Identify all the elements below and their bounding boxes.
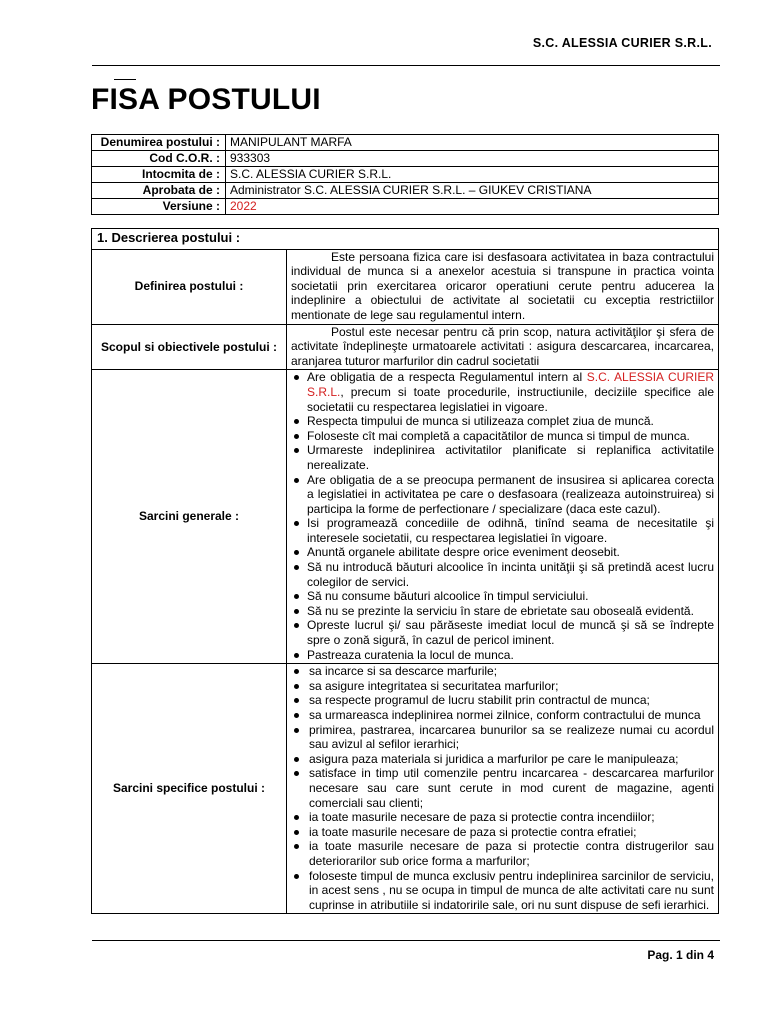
list-item: Respecta timpului de munca si utilizeaza complet ziua de muncă. (291, 414, 714, 429)
job-info-table (91, 134, 719, 215)
info-label: Cod C.O.R. : (92, 151, 226, 167)
info-row (92, 183, 719, 199)
list-item: foloseste timpul de munca exclusiv pentru indeplinirea sarcinilor de serviciu, in acest sens , nu se ocupa in timpul de munca de alte activitati care nu sunt cuprinse in atributiile si indatoririle sale, ori nu sunt dispuse de sefi ierarhici. (291, 869, 714, 913)
page-number: Pag. 1 din 4 (647, 948, 714, 962)
info-label: Versiune : (92, 199, 226, 215)
list-item: Opreste lucrul şi/ sau părăseste imediat locul de muncă şi să se îndrepte spre o zonă sigură, în cazul de pericol iminent. (291, 618, 714, 647)
task-text: Are obligatia de a respecta Regulamentul intern al (307, 370, 587, 385)
info-row (92, 135, 719, 151)
general-tasks-label: Sarcini generale : (92, 370, 287, 664)
general-tasks-row (92, 370, 719, 664)
header-divider (92, 65, 720, 66)
list-item: Are obligatia de a se preocupa permanent de insusirea si aplicarea corecta a legislatiei in activitatea pe care o desfasoara (realizeaza autoinstruirea) si participa la forme de perfectionare / specializare (daca este cazul). (291, 473, 714, 517)
list-item: Anuntă organele abilitate despre orice eveniment deosebit. (291, 545, 714, 560)
info-label: Aprobata de : (92, 183, 226, 199)
info-row (92, 151, 719, 167)
list-item: Să nu se prezinte la serviciu în stare de ebrietate sau oboseală evidentă. (291, 604, 714, 619)
specific-tasks-label: Sarcini specifice postului : (92, 664, 287, 914)
list-item: Foloseste cît mai completă a capacitătilor de munca si timpul de munca. (291, 429, 714, 444)
list-item: asigura paza materiala si juridica a marfurilor pe care le manipuleaza; (291, 752, 714, 767)
list-item: primirea, pastrarea, incarcarea bunurilor sa se realizeze numai cu acordul sau avizul al sefilor ierarhici; (291, 723, 714, 752)
page-title: FISA POSTULUI (91, 83, 321, 116)
definition-text: Este persoana fizica care isi desfasoara activitatea in baza contractului individual de munca si a anexelor acestuia si transpune in practica vointa societatii prin exercitarea oricaror operatiuni cerute pentru aducerea la indeplinire a obiectului de activitate al societatii cu exceptia restrictiilor mentionate de lege sau regulamentul intern. (287, 249, 719, 324)
general-tasks-content (287, 370, 719, 664)
info-value: 933303 (226, 151, 719, 167)
definition-row (92, 249, 719, 324)
list-item (291, 370, 714, 414)
footer-divider (92, 940, 720, 941)
info-label: Intocmita de : (92, 167, 226, 183)
info-value: Administrator S.C. ALESSIA CURIER S.R.L. – GIUKEV CRISTIANA (226, 183, 719, 199)
task-text: , precum si toate procedurile, instructiunile, deciziile specifice ale societatii cu respectarea legislatiei in vigoare. (307, 384, 714, 414)
list-item: Să nu consume băuturi alcoolice în timpul serviciului. (291, 589, 714, 604)
job-description-table (91, 228, 719, 914)
definition-label: Definirea postului : (92, 249, 287, 324)
purpose-row (92, 324, 719, 370)
purpose-label: Scopul si obiectivele postului : (92, 324, 287, 370)
section-heading-row (92, 229, 719, 250)
section-heading: 1. Descrierea postului : (92, 229, 719, 250)
list-item: satisface in timp util comenzile pentru incarcarea - descarcarea marfurilor necesare sau care sunt cerute in mod curent de magazine, agenti comerciali sau clienti; (291, 766, 714, 810)
list-item: Isi programează concediile de odihnă, tinînd seama de necesitatile şi interesele societatii, cu respectarea legislatiei în vigoare. (291, 516, 714, 545)
company-name-highlight: S.C. ALESSIA CURIER S.R.L. (307, 370, 715, 399)
header-company-name: S.C. ALESSIA CURIER S.R.L. (532, 36, 712, 50)
list-item: sa asigure integritatea si securitatea marfurilor; (291, 679, 714, 694)
info-value: MANIPULANT MARFA (226, 135, 719, 151)
list-item: Să nu introducă băuturi alcoolice în incinta unităţii şi să pretindă acest lucru colegilor de servici. (291, 560, 714, 589)
info-value: S.C. ALESSIA CURIER S.R.L. (226, 167, 719, 183)
info-row (92, 167, 719, 183)
list-item: ia toate masurile necesare de paza si protectie contra efratiei; (291, 825, 714, 840)
list-item: Urmareste indeplinirea activitatilor planificate si replanifica activitatile nerealizate. (291, 443, 714, 472)
list-item: sa respecte programul de lucru stabilit prin contractul de munca; (291, 693, 714, 708)
list-item: Pastreaza curatenia la locul de munca. (291, 648, 714, 663)
specific-tasks-list (291, 664, 714, 912)
version-value: 2022 (226, 199, 719, 215)
info-row (92, 199, 719, 215)
list-item: sa incarce si sa descarce marfurile; (291, 664, 714, 679)
specific-tasks-row (92, 664, 719, 914)
list-item: ia toate masurile necesare de paza si protectie contra incendiilor; (291, 810, 714, 825)
general-tasks-list (291, 370, 714, 662)
info-label: Denumirea postului : (92, 135, 226, 151)
list-item: sa urmareasca indeplinirea normei zilnice, conform contractului de munca (291, 708, 714, 723)
title-accent-line (114, 79, 136, 80)
list-item: ia toate masurile necesare de paza si protectie contra distrugerilor sau deteriorarilor sub orice forma a marfurilor; (291, 839, 714, 868)
purpose-text: Postul este necesar pentru că prin scop, natura activităţilor şi sfera de activitate îndeplineşte urmatoarele activitati : asigura descarcarea, incarcarea, aranjarea tuturor marfurilor din cadrul societatii (287, 324, 719, 370)
specific-tasks-content (287, 664, 719, 914)
